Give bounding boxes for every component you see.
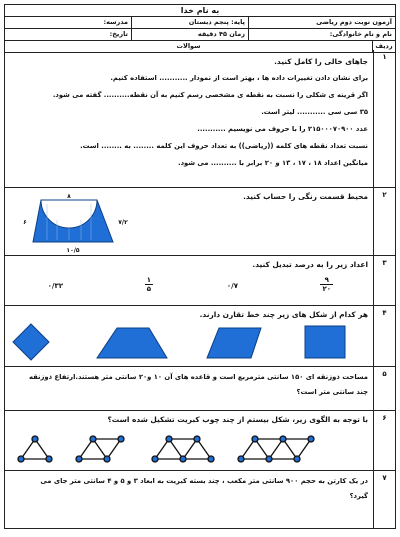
pattern-step-3 (152, 436, 214, 462)
time-label: زمان ۴۵ دقیقه (131, 29, 248, 40)
question-title: جاهای خالی را کامل کنید. (274, 57, 368, 66)
pattern-step-1 (18, 436, 52, 462)
page-title: به نام خدا (5, 5, 395, 17)
top-length-label: ۸ (67, 193, 71, 200)
question-number: ۷ (373, 471, 395, 528)
question-3 (5, 256, 395, 306)
pattern-step-4 (238, 436, 314, 462)
rhombus-shape (13, 324, 49, 360)
fill-blank-line: اگر قرینه ی شکلی را نسبت به نقطه ی مشخصی رسم کنیم به آن نقطه.......... گفته می شود. (52, 91, 368, 99)
date-label: تاریخ: (109, 30, 128, 38)
fill-blank-line: عدد ۲۱۵۰۰۰۷۰۹۰۰ را با حروف می نویسیم ........... (197, 125, 368, 133)
question-number: ۴ (373, 306, 395, 366)
fill-blank-line: میانگین اعداد ۱۸ ، ۱۷ ، ۱۳ و ۲۰ برابر با .......... می شود. (177, 159, 368, 167)
percent-item: ۰/۷ (226, 282, 238, 290)
student-name-label: نام و نام خانوادگی: (248, 29, 395, 40)
question-text: در یک کارتن به حجم ۹۰۰ سانتی متر مکعب ، چند بسته کبریت به ابعاد ۳ و ۵ و ۴ سانتی متر جای می (40, 477, 368, 485)
question-number: ۵ (373, 367, 395, 410)
question-text: چند سانتی متر است؟ (296, 388, 368, 396)
grade-label: پایه: پنجم دبستان (131, 17, 248, 28)
right-length-label: ۷/۲ (118, 219, 128, 226)
left-length-label: ۶ (23, 219, 27, 226)
questions-column-header: سوالات (176, 42, 201, 50)
percent-item (145, 276, 153, 293)
question-title: هر کدام از شکل های زیر چند خط تقارن دارند. (199, 310, 368, 319)
fraction: $\frac{۱}{۵}$ (146, 276, 151, 293)
rectangle-shape (305, 326, 345, 358)
fill-blank-line: نسبت تعداد نقطه های کلمه ((ریاضی)) به تعداد حروف این کلمه ........ به ........ است. (80, 142, 368, 150)
parallelogram-shape (207, 328, 261, 358)
fill-blank-line: برای نشان دادن تغییرات داده ها ، بهتر است از نمودار ........... استفاده کنیم. (110, 74, 368, 82)
exam-name: آزمون نوبت دوم ریاضی (248, 17, 395, 28)
question-5 (5, 367, 395, 411)
question-title: محیط قسمت رنگی را حساب کنید. (243, 192, 368, 201)
question-6 (5, 411, 395, 471)
question-number: ۱ (373, 50, 395, 187)
question-number: ۲ (373, 188, 395, 255)
fill-blank-line: ۳۵ سی سی ........... لیتر است. (261, 108, 368, 116)
fraction: $\frac{۹}{۲۰}$ (322, 276, 331, 293)
pattern-step-2 (76, 436, 124, 462)
header-row-2 (5, 29, 395, 41)
exam-sheet (4, 4, 396, 529)
school-label: مدرسه: (103, 18, 128, 26)
question-7 (5, 471, 395, 528)
percent-item (320, 276, 333, 293)
question-2 (5, 188, 395, 256)
question-text: مساحت ذوزنقه ای ۱۵۰ سانتی مترمربع است و قاعده های آن ۱۰ و۲۰ سانتی متر هستند.ارتفاع ذوزنقه (28, 373, 368, 381)
matchstick-pattern (9, 433, 371, 467)
question-text: گیرد؟ (349, 492, 368, 500)
question-1 (5, 50, 395, 188)
percent-item: ۰/۳۲ (47, 282, 63, 290)
trapezoid-semicircle-figure (13, 190, 133, 254)
row-column-header: ردیف (372, 41, 395, 52)
header-row-1 (5, 17, 395, 29)
bottom-length-label: ۱۰/۵ (66, 247, 80, 254)
question-title: با توجه به الگوی زیر، شکل بیستم از چند چوب کبریت تشکیل شده است؟ (107, 415, 368, 424)
trapezoid-shape (97, 328, 167, 358)
question-number: ۳ (373, 256, 395, 305)
question-number: ۶ (373, 411, 395, 470)
symmetry-shapes (9, 320, 371, 364)
question-4 (5, 306, 395, 367)
question-title: اعداد زیر را به درصد تبدیل کنید. (252, 260, 368, 269)
